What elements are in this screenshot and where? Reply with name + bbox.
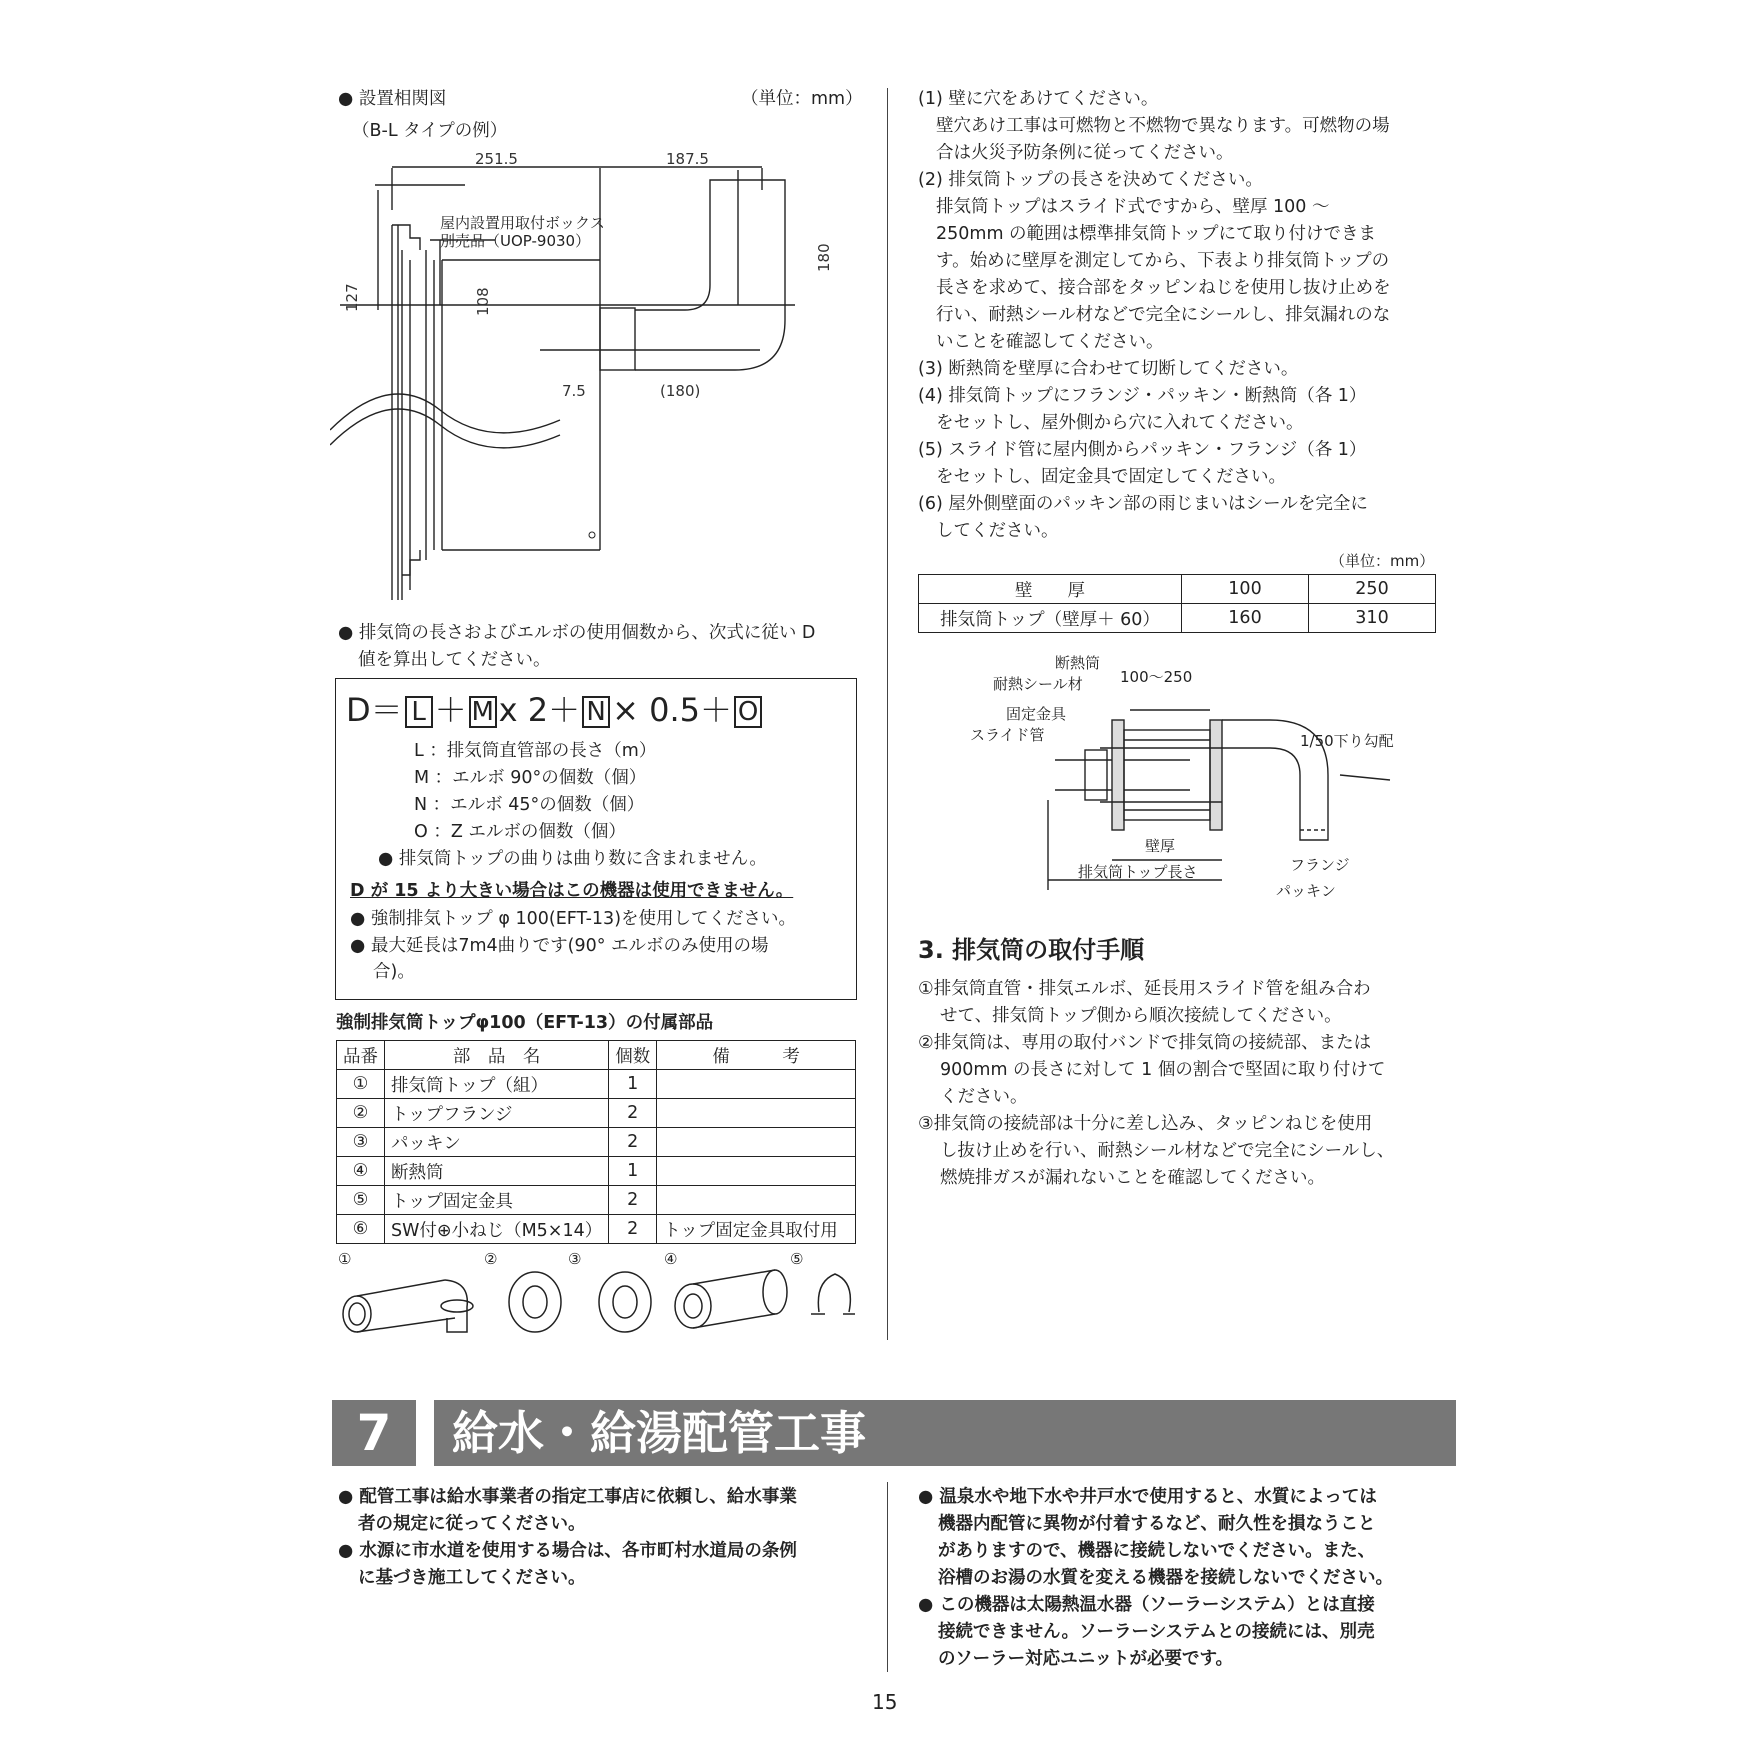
part-mark-3: ③ [568,1250,582,1268]
s7-left-line: ● 水源に市水道を使用する場合は、各市町村水道局の条例 [338,1541,797,1561]
dim-180-paren: (180) [660,382,701,400]
label-slope: 1/50下り勾配 [1300,732,1394,750]
section7-title: 給水・給湯配管工事 [434,1400,1456,1466]
sec3-line: ください。 [940,1087,1028,1107]
header-name: 部 品 名 [385,1041,609,1070]
diagram-heading: ● 設置相関図 [338,89,447,109]
dim-187-5: 187.5 [666,150,709,168]
step-line: (3) 断熱筒を壁厚に合わせて切断してください。 [918,359,1299,379]
formula-x2: x 2 [498,691,549,729]
dim-108: 108 [474,287,492,316]
header-no: 品番 [337,1041,385,1070]
cell-qty: 2 [609,1128,657,1157]
part-mark-1: ① [338,1250,352,1268]
s7-left-line: に基づき施工してください。 [358,1568,586,1588]
step-line: (5) スライド管に屋内側からパッキン・フランジ（各 1） [918,440,1367,460]
formula-plus: ＋ [548,691,581,729]
label-seal: 耐熱シール材 [993,675,1083,693]
label-wall: 壁厚 [1145,837,1176,855]
step-line: 行い、耐熱シール材などで完全にシールし、排気漏れのな [936,305,1391,325]
step-line: 250mm の範囲は標準排気筒トップにて取り付けできま [936,224,1377,244]
formula-plus: ＋ [700,691,733,729]
formula-n: N [582,696,610,728]
cell-b: 310 [1309,604,1436,633]
s7-right-line: のソーラー対応ユニットが必要です。 [938,1649,1234,1669]
def-m: M ：エルボ 90°の個数（個） [414,768,647,788]
sec3-line: 燃焼排ガスが漏れないことを確認してください。 [940,1168,1325,1188]
formula-o: O [734,696,762,728]
cell-a: 160 [1182,604,1309,633]
dim-180: 180 [815,243,833,272]
table-row [337,1215,856,1244]
cell-no: ④ [337,1157,385,1186]
step-line: をセットし、屋外側から穴に入れてください。 [936,413,1304,433]
parts-illustration [335,1262,855,1340]
cell-qty: 2 [609,1099,657,1128]
warning-bullet-1: ● 強制排気トップ φ 100(EFT-13)を使用してください。 [350,909,797,929]
s7-left-line: ● 配管工事は給水事業者の指定工事店に依頼し、給水事業 [338,1487,797,1507]
table-header [337,1041,856,1070]
label-insulation: 断熱筒 [1055,654,1101,672]
cell-qty: 2 [609,1186,657,1215]
example-label: （B-L タイプの例） [352,121,508,141]
cell-note: トップ固定金具取付用 [657,1215,856,1244]
table-row [337,1157,856,1186]
table-row [337,1186,856,1215]
s7-right-line: がありますので、機器に接続しないでください。また、 [938,1541,1376,1561]
formula-d: D [346,691,371,729]
formula-m: M [469,696,497,728]
cell-name: トップ固定金具 [385,1186,609,1215]
step-line: をセットし、固定金具で固定してください。 [936,467,1286,487]
top-note: ● 排気筒トップの曲りは曲り数に含まれません。 [378,849,767,869]
dim-127: 127 [343,283,361,312]
label-fixture: 固定金具 [1006,705,1067,723]
formula-plus: ＋ [434,691,467,729]
cell-qty: 1 [609,1157,657,1186]
label-packing: パッキン [1276,882,1336,900]
cell-no: ③ [337,1128,385,1157]
formula-eq: ＝ [370,691,403,729]
cell-name: トップフランジ [385,1099,609,1128]
s7-left-line: 者の規定に従ってください。 [358,1514,586,1534]
def-o: O ：Z エルボの個数（個） [414,822,626,842]
def-l: L ：排気筒直管部の長さ（m） [414,741,657,761]
wall-table [918,574,1436,633]
warning-bullet-2b: 合)。 [373,962,415,982]
dim-7-5: 7.5 [562,382,586,400]
cell-no: ② [337,1099,385,1128]
box-label-1: 屋内設置用取付ボックス [440,214,605,232]
cell-no: ① [337,1070,385,1099]
step-line: 排気筒トップはスライド式ですから、壁厚 100 ～ [936,197,1330,217]
table-row [919,604,1436,633]
table-row [919,575,1436,604]
header-qty: 個数 [609,1041,657,1070]
cell-label: 排気筒トップ（壁厚＋ 60） [919,604,1182,633]
cell-a: 100 [1182,575,1309,604]
step-line: してください。 [936,521,1059,541]
box-label-2: 別売品（UOP-9030） [440,232,591,250]
label-top-length: 排気筒トップ長さ [1078,863,1198,881]
table-row [337,1128,856,1157]
cell-b: 250 [1309,575,1436,604]
section7-number: 7 [332,1400,416,1466]
cell-name: 断熱筒 [385,1157,609,1186]
unit-label-2: （単位：mm） [1330,552,1435,570]
s7-right-line: 接続できません。ソーラーシステムとの接続には、別売 [938,1622,1375,1642]
step-line: 壁穴あけ工事は可燃物と不燃物で異なります。可燃物の場 [936,116,1390,136]
sec3-line: ①排気筒直管・排気エルボ、延長用スライド管を組み合わ [918,979,1371,999]
sec3-line: し抜け止めを行い、耐熱シール材などで完全にシールし、 [940,1141,1395,1161]
d-note-1: ● 排気筒の長さおよびエルボの使用個数から、次式に従い D [338,623,816,643]
sec3-line: 900mm の長さに対して 1 個の割合で堅固に取り付けて [940,1060,1386,1080]
cell-note [657,1157,856,1186]
column-divider-2 [887,1482,888,1672]
s7-right-line: ● 温泉水や地下水や井戸水で使用すると、水質によっては [918,1487,1377,1507]
dim-251-5: 251.5 [475,150,518,168]
part-mark-5: ⑤ [790,1250,804,1268]
header-note: 備 考 [657,1041,856,1070]
cell-label: 壁 厚 [919,575,1182,604]
sec3-line: ③排気筒の接続部は十分に差し込み、タッピンねじを使用 [918,1114,1373,1134]
cell-name: SW付⊕小ねじ（M5×14） [385,1215,609,1244]
label-slide: スライド管 [970,726,1045,744]
warning: D が 15 より大きい場合はこの機器は使用できません。 [350,881,794,901]
table-row [337,1070,856,1099]
formula-l: L [405,696,433,728]
column-divider [887,88,888,1340]
def-n: N ：エルボ 45°の個数（個） [414,795,645,815]
label-range: 100〜250 [1120,668,1193,686]
warning-bullet-2a: ● 最大延長は7m4曲りです(90° エルボのみ使用の場 [350,936,769,956]
cell-note [657,1070,856,1099]
sec3-line: ②排気筒は、専用の取付バンドで排気筒の接続部、または [918,1033,1372,1053]
step-line: (1) 壁に穴をあけてください。 [918,89,1159,109]
cell-note [657,1099,856,1128]
cell-note [657,1186,856,1215]
step-line: す。始めに壁厚を測定してから、下表より排気筒トップの [936,251,1390,271]
step-line: いことを確認してください。 [936,332,1164,352]
step-line: (6) 屋外側壁面のパッキン部の雨じまいはシールを完全に [918,494,1368,514]
step-line: 長さを求めて、接合部をタッピンねじを使用し抜け止めを [936,278,1391,298]
unit-label: （単位：mm） [741,89,863,109]
page-number: 15 [872,1690,898,1714]
section3-title: 3. 排気筒の取付手順 [918,936,1145,964]
s7-right-line: 浴槽のお湯の水質を変える機器を接続しないでください。 [938,1568,1393,1588]
cell-name: 排気筒トップ（組） [385,1070,609,1099]
cell-name: パッキン [385,1128,609,1157]
s7-right-line: ● この機器は太陽熱温水器（ソーラーシステム）とは直接 [918,1595,1375,1615]
parts-title: 強制排気筒トップφ100（EFT-13）の付属部品 [336,1013,714,1033]
sec3-line: せて、排気筒トップ側から順次接続してください。 [940,1006,1342,1026]
label-flange: フランジ [1290,856,1350,874]
cell-no: ⑥ [337,1215,385,1244]
step-line: 合は火災予防条例に従ってください。 [936,143,1234,163]
part-mark-2: ② [484,1250,498,1268]
cell-qty: 1 [609,1070,657,1099]
step-line: (4) 排気筒トップにフランジ・パッキン・断熱筒（各 1） [918,386,1367,406]
d-note-2: 値を算出してください。 [358,650,551,670]
table-row [337,1099,856,1128]
s7-right-line: 機器内配管に異物が付着するなど、耐久性を損なうこと [938,1514,1376,1534]
formula [346,690,764,730]
cell-note [657,1128,856,1157]
formula-x05: × 0.5 [612,691,701,729]
cell-qty: 2 [609,1215,657,1244]
parts-table [336,1040,856,1244]
cell-no: ⑤ [337,1186,385,1215]
part-mark-4: ④ [664,1250,678,1268]
step-line: (2) 排気筒トップの長さを決めてください。 [918,170,1263,190]
